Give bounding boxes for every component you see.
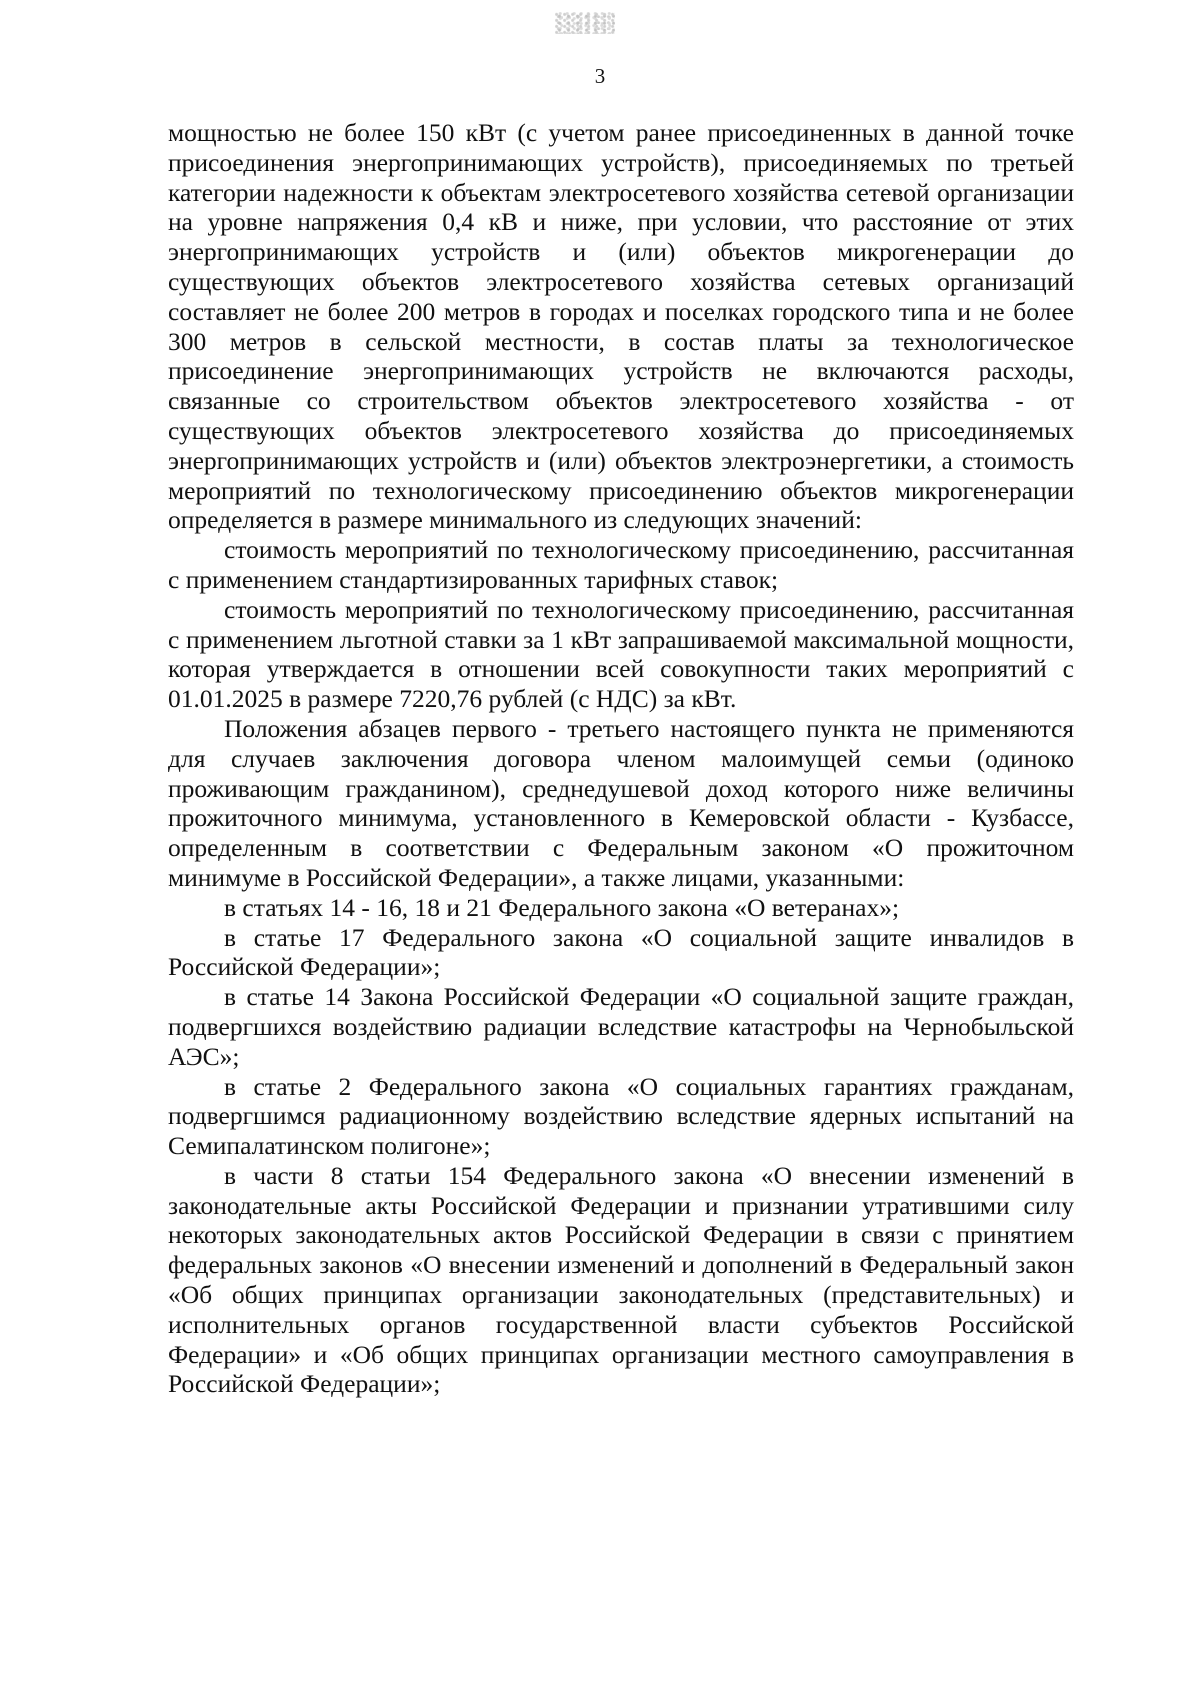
paragraph-veterans-law: в статьях 14 - 16, 18 и 21 Федерального закона «О ветеранах»; bbox=[224, 892, 900, 922]
paragraph-standard-rates: стоимость мероприятий по технологическому присоединению, рассчитанная с применением стандартизированных тарифных ставок; bbox=[168, 535, 1074, 594]
page-number: 3 bbox=[594, 64, 606, 88]
paragraph-article-154: в части 8 статьи 154 Федерального закона «О внесении изменений в законодательные акты Российской Федерации и признании утратившими силу некоторых законодательных актов Российской Федерации в связи с принятием федеральных законов «О внесении изменений и дополнений в Федеральный закон «Об общих принципах организации законодательных (представительных) и исполнительных органов государственной власти субъектов Российской Федерации» и «Об общих принципах организации местного самоуправления в Российской Федерации»; bbox=[168, 1160, 1074, 1399]
scan-mark bbox=[555, 12, 615, 34]
paragraph-disabled-law: в статье 17 Федерального закона «О социальной защите инвалидов в Российской Федерации»; bbox=[168, 922, 1074, 982]
paragraph-exceptions: Положения абзацев первого - третьего настоящего пункта не применяются для случаев заключения договора членом малоимущей семьи (одиноко проживающим гражданином), среднедушевой доход которого ниже величины прожиточного минимума, установленного в Кемеровской области - Кузбассе, определенным в соответствии с Федеральным законом «О прожиточном минимуме в Российской Федерации», а также лицами, указанными: bbox=[168, 713, 1074, 892]
paragraph-chernobyl-law: в статье 14 Закона Российской Федерации «О социальной защите граждан, подвергшихся воздействию радиации вследствие катастрофы на Чернобыльской АЭС»; bbox=[168, 982, 1074, 1071]
paragraph-preferential-rate: стоимость мероприятий по технологическому присоединению, рассчитанная с применением льготной ставки за 1 кВт запрашиваемой максимальной мощности, которая утверждается в отношении всей совокупности таких мероприятий с 01.01.2025 в размере 7220,76 рублей (с НДС) за кВт. bbox=[168, 594, 1074, 714]
paragraph-semipalatinsk-law: в статье 2 Федерального закона «О социальных гарантиях гражданам, подвергшимся радиационному воздействию вследствие ядерных испытаний на Семипалатинском полигоне»; bbox=[168, 1071, 1074, 1161]
paragraph-continuation: мощностью не более 150 кВт (с учетом ранее присоединенных в данной точке присоединения энергопринимающих устройств), присоединяемых по третьей категории надежности к объектам электросетевого хозяйства сетевой организации на уровне напряжения 0,4 кВ и ниже, при условии, что расстояние от этих энергопринимающих устройств и (или) объектов микрогенерации до существующих объектов электросетевого хозяйства сетевых организаций составляет не более 200 метров в городах и поселках городского типа и не более 300 метров в сельской местности, в состав платы за технологическое присоединение энергопринимающих устройств не включаются расходы, связанные со строительством объектов электросетевого хозяйства - от существующих объектов электросетевого хозяйства до присоединяемых энергопринимающих устройств и (или) объектов электроэнергетики, а стоимость мероприятий по технологическому присоединению объектов микрогенерации определяется в размере минимального из следующих значений: bbox=[168, 118, 1074, 535]
document-body bbox=[168, 118, 1074, 1399]
